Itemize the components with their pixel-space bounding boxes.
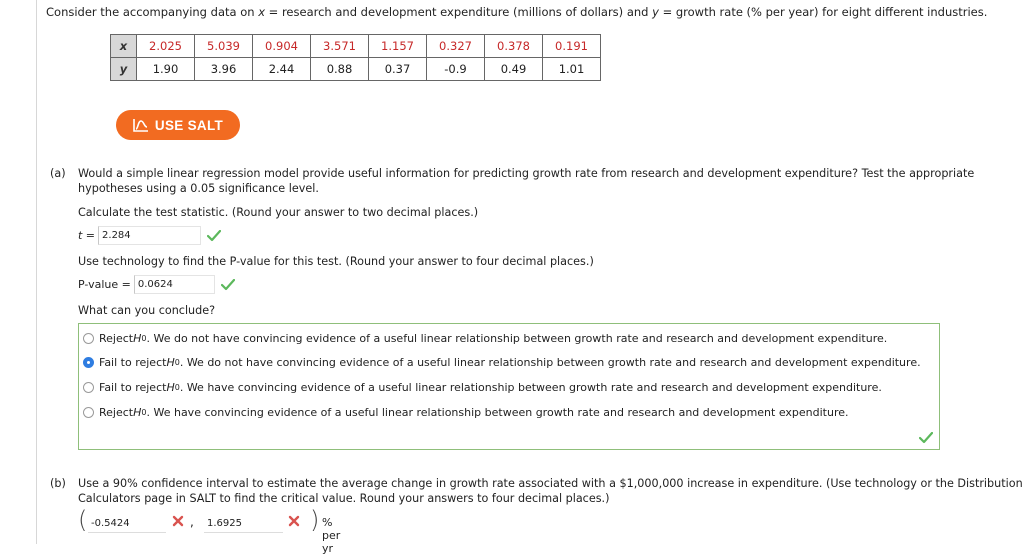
h0-sub: 0 <box>174 383 180 392</box>
h0-sub: 0 <box>174 358 180 367</box>
intro-prefix: Consider the accompanying data on <box>46 5 259 19</box>
option-lead: Reject <box>99 406 134 419</box>
option-text: . We have convincing evidence of a useful linear relationship between growth rate and research and development expenditure. <box>179 381 882 394</box>
x-cell: 0.327 <box>427 35 485 58</box>
y-cell: 0.88 <box>311 58 369 81</box>
test-stat-prompt: Calculate the test statistic. (Round your answer to two decimal places.) <box>78 206 479 219</box>
y-cell: 0.37 <box>369 58 427 81</box>
ci-upper-input[interactable]: 1.6925 <box>204 515 283 533</box>
y-cell: 2.44 <box>253 58 311 81</box>
x-header: x <box>111 35 137 58</box>
y-cell: -0.9 <box>427 58 485 81</box>
left-divider <box>36 0 37 544</box>
h0-symbol: H <box>133 406 142 419</box>
x-cell: 5.039 <box>195 35 253 58</box>
x-cell: 2.025 <box>137 35 195 58</box>
part-b-label: (b) <box>50 477 66 490</box>
option-text: . We do not have convincing evidence of a useful linear relationship between growth rate and research and development expenditure. <box>179 356 921 369</box>
h0-symbol: H <box>166 356 175 369</box>
y-cell: 1.90 <box>137 58 195 81</box>
x-cell: 0.191 <box>543 35 601 58</box>
open-paren: ( <box>78 506 88 534</box>
radio-button[interactable] <box>83 333 94 344</box>
use-salt-button[interactable] <box>116 110 240 140</box>
ci-lower-input[interactable]: -0.5424 <box>88 515 166 533</box>
option-1[interactable] <box>83 332 887 345</box>
x-cell: 0.378 <box>485 35 543 58</box>
test-stat-answer <box>78 226 221 245</box>
pvalue-answer <box>78 275 235 294</box>
y-cell: 1.01 <box>543 58 601 81</box>
intro-suffix: = growth rate (% per year) for eight different industries. <box>658 5 988 19</box>
option-3[interactable] <box>83 381 882 394</box>
conclusion-options <box>78 323 940 450</box>
checkmark-icon <box>207 230 221 242</box>
y-cell: 3.96 <box>195 58 253 81</box>
y-header: y <box>111 58 137 81</box>
intro-middle: = research and development expenditure (millions of dollars) and <box>265 5 653 19</box>
y-cell: 0.49 <box>485 58 543 81</box>
h0-symbol: H <box>166 381 175 394</box>
conclude-prompt: What can you conclude? <box>78 304 216 317</box>
ci-units: % per yr <box>322 516 341 555</box>
option-lead: Fail to reject <box>99 356 167 369</box>
part-a-label: (a) <box>50 167 66 180</box>
checkmark-icon <box>221 279 235 291</box>
close-paren: ) <box>310 506 320 534</box>
part-b-text: Use a 90% confidence interval to estimate the average change in growth rate associated with a $1,000,000 increase in expenditure. (Use technology or the Distribution Calculators page in SALT to find the critical value. Round your answers to four decimal places.) <box>78 477 1023 505</box>
x-mark-icon <box>288 515 300 527</box>
intro-x-var: x <box>258 5 265 19</box>
h0-sub: 0 <box>141 408 147 417</box>
x-cell: 3.571 <box>311 35 369 58</box>
y-row <box>111 58 601 81</box>
option-2[interactable] <box>83 356 921 369</box>
option-4[interactable] <box>83 406 849 419</box>
ci-comma: , <box>190 515 194 529</box>
use-salt-label: USE SALT <box>154 117 224 133</box>
x-mark-icon <box>172 515 184 527</box>
pvalue-label: P-value = <box>78 278 131 291</box>
option-text: . We do not have convincing evidence of a useful linear relationship between growth rate and research and development expenditure. <box>146 332 888 345</box>
x-cell: 1.157 <box>369 35 427 58</box>
x-cell: 0.904 <box>253 35 311 58</box>
option-lead: Fail to reject <box>99 381 167 394</box>
x-row <box>111 35 601 58</box>
test-stat-label: t = <box>78 229 96 242</box>
option-lead: Reject <box>99 332 134 345</box>
h0-symbol: H <box>133 332 142 345</box>
data-table <box>110 34 601 81</box>
h0-sub: 0 <box>141 334 147 343</box>
radio-button[interactable] <box>83 407 94 418</box>
pvalue-prompt: Use technology to find the P-value for this test. (Round your answer to four decimal places.) <box>78 255 594 268</box>
checkmark-icon <box>919 432 933 444</box>
option-text: . We have convincing evidence of a useful linear relationship between growth rate and research and development expenditure. <box>146 406 849 419</box>
radio-button[interactable] <box>83 382 94 393</box>
intro-y-var: y <box>652 5 659 19</box>
salt-chart-icon <box>133 118 149 132</box>
pvalue-input[interactable]: 0.0624 <box>134 275 215 294</box>
radio-button-selected[interactable] <box>83 357 94 368</box>
problem-intro <box>46 5 987 19</box>
part-a-text: Would a simple linear regression model provide useful information for predicting growth rate from research and development expenditure? Test the appropriate hypotheses using a 0.05 significance level. <box>78 167 975 195</box>
test-stat-input[interactable]: 2.284 <box>98 226 201 245</box>
